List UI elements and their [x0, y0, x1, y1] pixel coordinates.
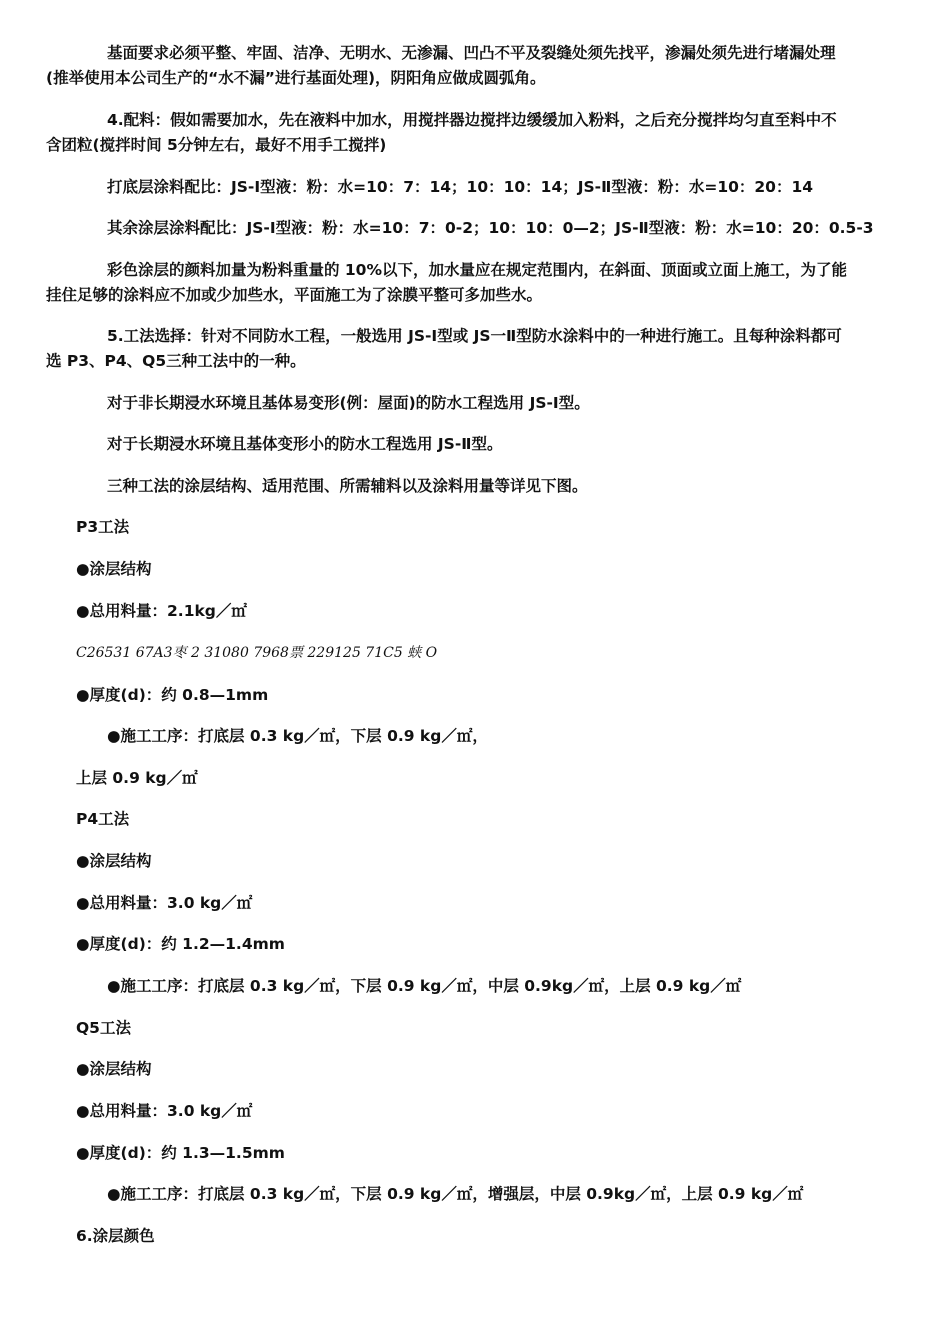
list-item: ●总用料量：3.0 kg／㎡: [76, 1102, 253, 1120]
paragraph-line: 4.配料：假如需要加水，先在液料中加水，用搅拌器边搅拌边缓缓加入粉料，之后充分搅拌均匀直至料中不: [107, 111, 837, 129]
list-item: 上层 0.9 kg／㎡: [76, 769, 198, 787]
paragraph-line: 彩色涂层的颜料加量为粉料重量的 10%以下，加水量应在规定范围内，在斜面、顶面或立面上施工，为了能: [107, 261, 847, 279]
paragraph-line: (推举使用本公司生产的“水不漏”进行基面处理)，阴阳角应做成圆弧角。: [46, 69, 546, 87]
section-heading: Q5工法: [76, 1019, 131, 1037]
section-heading: 6.涂层颜色: [76, 1227, 155, 1245]
paragraph-line: 5.工法选择：针对不同防水工程，一般选用 JS-I型或 JS一Ⅱ型防水涂料中的一种进行施工。且每种涂料都可: [107, 327, 842, 345]
paragraph-line: 挂住足够的涂料应不加或少加些水，平面施工为了涂膜平整可多加些水。: [46, 286, 543, 304]
paragraph-line: 其余涂层涂料配比：JS-I型液：粉：水=10：7：0-2；10：10：0—2；JS-Ⅱ型液：粉：水=10：20：0.5-3: [107, 219, 874, 237]
paragraph-line: 对于长期浸水环境且基体变形小的防水工程选用 JS-Ⅱ型。: [107, 435, 503, 453]
paragraph-line: 三种工法的涂层结构、适用范围、所需辅料以及涂料用量等详见下图。: [107, 477, 588, 495]
list-item: ●施工工序：打底层 0.3 kg／㎡，下层 0.9 kg／㎡，中层 0.9kg／㎡，上层 0.9 kg／㎡: [107, 977, 742, 995]
section-heading: P3工法: [76, 518, 130, 536]
paragraph-line: 对于非长期浸水环境且基体易变形(例：屋面)的防水工程选用 JS-I型。: [107, 394, 590, 412]
section-heading: P4工法: [76, 810, 130, 828]
list-item: ●厚度(d)：约 1.2—1.4mm: [76, 935, 285, 953]
list-item: ●施工工序：打底层 0.3 kg／㎡，下层 0.9 kg／㎡，增强层，中层 0.9kg／㎡，上层 0.9 kg／㎡: [107, 1185, 804, 1203]
paragraph-line: 基面要求必须平整、牢固、洁净、无明水、无渗漏、凹凸不平及裂缝处须先找平，渗漏处须先进行堵漏处理: [107, 44, 836, 62]
paragraph-line: 打底层涂料配比：JS-I型液：粉：水=10：7：14；10：10：14；JS-Ⅱ型液：粉：水=10：20：14: [107, 178, 814, 196]
list-item: ●涂层结构: [76, 560, 152, 578]
paragraph-line: 选 P3、P4、Q5三种工法中的一种。: [46, 352, 306, 370]
list-item: ●总用料量：3.0 kg／㎡: [76, 894, 253, 912]
list-item: ●涂层结构: [76, 1060, 152, 1078]
list-item: ●涂层结构: [76, 852, 152, 870]
list-item: ●施工工序：打底层 0.3 kg／㎡，下层 0.9 kg／㎡，: [107, 727, 488, 745]
list-item: ●厚度(d)：约 0.8—1mm: [76, 686, 269, 704]
list-item: ●厚度(d)：约 1.3—1.5mm: [76, 1144, 285, 1162]
list-item: ●总用料量：2.1kg／㎡: [76, 602, 247, 620]
paragraph-line: 含团粒(搅拌时间 5分钟左右，最好不用手工搅拌): [46, 136, 387, 154]
garbled-text: C26531 67A3枣 2 31080 7968票 229125 71C5 蛱 O: [76, 645, 438, 661]
